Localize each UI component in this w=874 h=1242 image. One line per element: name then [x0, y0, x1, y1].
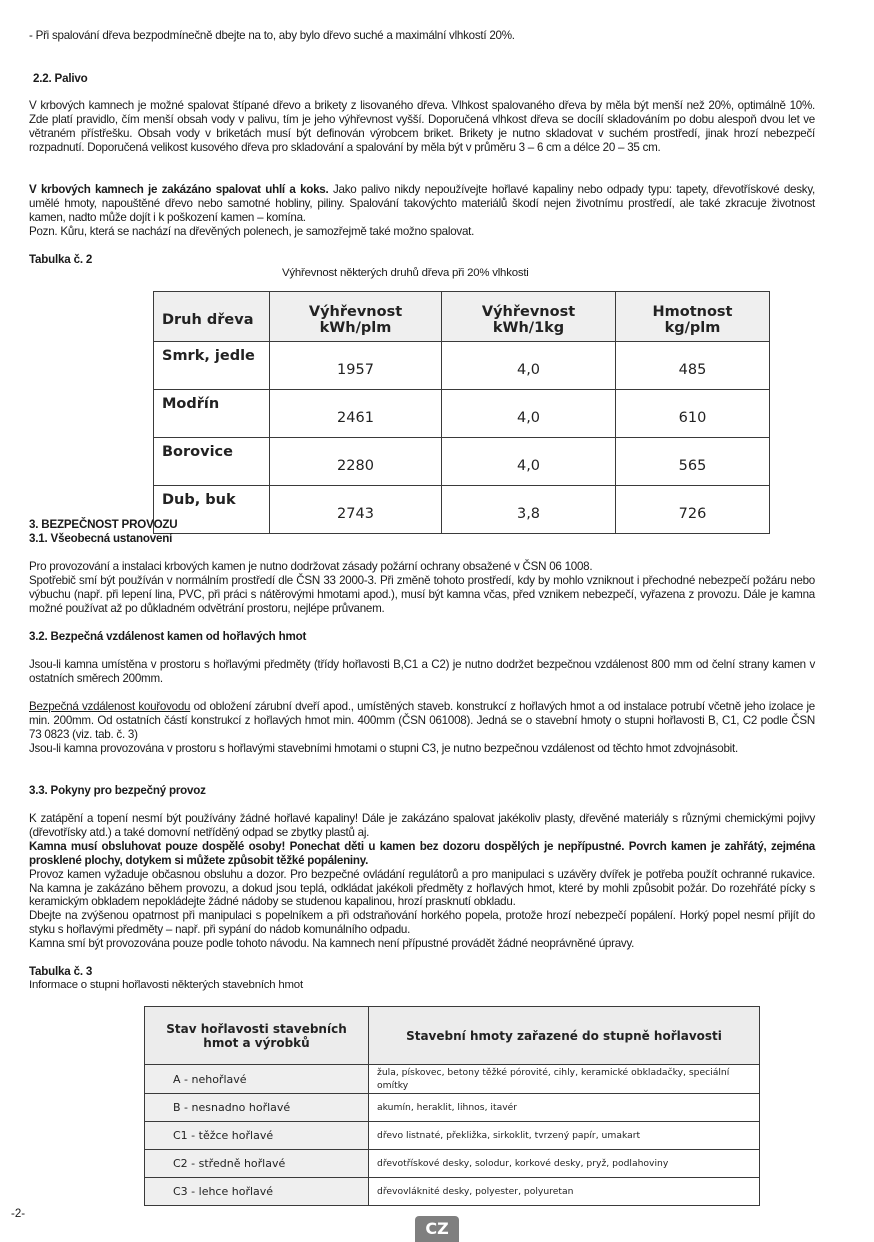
table-header-row [154, 292, 770, 342]
intro-note: - Při spalování dřeva bezpodmínečně dbejte na to, aby bylo dřevo suché a maximální vlhkostí 20%. [29, 29, 515, 42]
section-3-2-para1: Jsou-li kamna umístěna v prostoru s hořlavými předměty (třídy hořlavosti B,C1 a C2) je nutno dodržet bezpečnou vzdálenost 800 mm od čelní strany kamen v ostatních směrech 200mm. [29, 658, 815, 685]
table-row: C1 - těžce hořlavé dřevo listnaté, překližka, sirkoklit, tvrzený papír, umakart [145, 1122, 760, 1150]
table2-label: Tabulka č. 2 [29, 253, 93, 266]
section-3-2-para2: Bezpečná vzdálenost kouřovodu od obložení zárubní dveří apod., umístěných staveb. konstrukcí z hořlavých hmot a od instalace potrubí včetně jeho izolace je min. 200mm. Od ostatních částí konstrukcí z hořlavých hmot min. 400mm (ČSN 061008). Jedná se o stavební hmoty o stupni hořlavosti B, C1, C2 podle ČSN 73 0823 (viz. tab. č. 3) Jsou-li kamna provozována v prostoru s hořlavými stavebními hmotami o stupni C3, je nutno bezpečnou vzdálenost od těchto hmot zdvojnásobit. [29, 700, 815, 755]
section-3-1-heading: 3.1. Všeobecná ustanovení [29, 532, 173, 545]
table-row: A - nehořlavé žula, pískovec, betony těžké pórovité, cihly, keramické obkladačky, speciální omítky [145, 1065, 760, 1094]
coal-ban-bold: V krbových kamnech je zakázáno spalovat uhlí a koks. [29, 183, 329, 196]
table-row: Smrk, jedle 1957 4,0 485 [154, 342, 770, 390]
wood-heating-value-table [153, 291, 770, 534]
table-row: Dub, buk 2743 3,8 726 [154, 486, 770, 534]
table3-caption: Informace o stupni hořlavosti některých stavebních hmot [29, 979, 303, 991]
col-header: Hmotnost kg/plm [616, 292, 770, 342]
section-3-1-para: Pro provozování a instalaci krbových kamen je nutno dodržovat zásady požární ochrany obsažené v ČSN 06 1008. Spotřebič smí být používán v normálním prostředí dle ČSN 33 2000-3. Při změně tohoto prostředí, kdy by mohlo vzniknout i přechodné nebezpečí požáru nebo výbuchu (např. při lepení lina, PVC, při práci s nátěrovými hmotami apod.), musí být kamna včas, před vznikem nebezpečí, vyřazena z provozu. Dále je kamna možné používat až po důkladném odvětrání prostoru, nejlépe průvanem. [29, 560, 815, 615]
table-header-row [145, 1007, 760, 1065]
section-2-2-heading: 2.2. Palivo [33, 72, 88, 85]
flammability-table [144, 1006, 760, 1206]
page-number: -2- [11, 1208, 26, 1220]
col-header: Výhřevnost kWh/1kg [442, 292, 616, 342]
section-3-2-heading: 3.2. Bezpečná vzdálenost kamen od hořlavých hmot [29, 630, 307, 643]
language-badge: CZ [415, 1216, 459, 1242]
section-3-3-heading: 3.3. Pokyny pro bezpečný provoz [29, 784, 206, 797]
section-2-2-para1: V krbových kamnech je možné spalovat štípané dřevo a brikety z lisovaného dřeva. Vlhkost spalovaného dřeva by měla být menší než 20%, optimálně 10%. Zde platí pravidlo, čím menší obsah vody v palivu, tím je jeho výhřevnost vyšší. Doporučená vlhkost dřeva se docílí skladováním po dobu alespoň dvou let ve větraném přístřešku. Obsah vody v briketách musí být definován výrobcem briket. Brikety je nutno skladovat v suchém prostředí, jinak hrozí nebezpečí rozpadnutí. Doporučená velikost kusového dřeva pro skladování a spalování by měla být v průměru 3 – 6 cm a délce 20 – 35 cm. [29, 99, 815, 154]
table-row: C3 - lehce hořlavé dřevovláknité desky, polyester, polyuretan [145, 1178, 760, 1206]
col-header: Stav hořlavosti stavebních hmot a výrobků [145, 1007, 369, 1065]
table-row: Modřín 2461 4,0 610 [154, 390, 770, 438]
section-3-heading: 3. BEZPEČNOST PROVOZU [29, 518, 178, 531]
flue-distance-underlined: Bezpečná vzdálenost kouřovodu [29, 700, 191, 713]
bark-note: Pozn. Kůru, která se nachází na dřevěných polenech, je samozřejmě také možno spalovat. [29, 224, 475, 238]
children-warning-bold: Kamna musí obsluhovat pouze dospělé osoby! Ponechat děti u kamen bez dozoru dospělých je nepřípustné. Povrch kamen je zahřátý, zejména prosklené plochy, dotykem si můžete způsobit těžké popáleniny. [29, 839, 815, 867]
col-header: Výhřevnost kWh/plm [270, 292, 442, 342]
table-row: C2 - středně hořlavé dřevotřískové desky, solodur, korkové desky, pryž, podlahoviny [145, 1150, 760, 1178]
col-header: Druh dřeva [154, 292, 270, 342]
section-2-2-para2: V krbových kamnech je zakázáno spalovat uhlí a koks. Jako palivo nikdy nepoužívejte hořlavé kapaliny nebo odpady typu: tapety, dřevotřískové desky, umělé hmoty, napouštěné dřevo nebo samotné hobliny, piliny. Spalování takovýchto materiálů škodí nejen životnímu prostředí, ale také zkracuje životnost kamen, nadto může dojít i k poškození kamen – komína. Pozn. Kůru, která se nachází na dřevěných polenech, je samozřejmě také možno spalovat. [29, 183, 815, 238]
table-row: Borovice 2280 4,0 565 [154, 438, 770, 486]
section-3-3-body: K zatápění a topení nesmí být používány žádné hořlavé kapaliny! Dále je zakázáno spalovat jakékoliv plasty, dřevěné materiály s různými chemickými pojivy (dřevotřísky atd.) a také domovní netříděný odpad se zbytky plastů aj. Kamna musí obsluhovat pouze dospělé osoby! Ponechat děti u kamen bez dozoru dospělých je nepřípustné. Povrch kamen je zahřátý, zejména prosklené plochy, dotykem si můžete způsobit těžké popáleniny. Provoz kamen vyžaduje občasnou obsluhu a dozor. Pro bezpečné ovládání regulátorů a pro manipulaci s uzávěry dvířek je potřeba použít ochranné rukavice. Na kamna je zakázáno během provozu, a dokud jsou teplá, odkládat jakékoli předměty z hořlavých hmot, které by mohli způsobit požár. Do rozehřáté pícky s keramickým obkladem nepokládejte žádné nádoby se studenou kapalinou, hrozí prasknutí obkladu. Dbejte na zvýšenou opatrnost při manipulaci s popelníkem a při odstraňování horkého popela, protože hrozí nebezpečí popálení. Horký popel nesmí přijít do styku s hořlavými předměty – např. při sypání do nádob komunálního odpadu. Kamna smí být provozována pouze podle tohoto návodu. Na kamnech není přípustné provádět žádné neoprávněné úpravy. [29, 812, 815, 951]
table2-caption: Výhřevnost některých druhů dřeva při 20% vlhkosti [282, 267, 529, 279]
col-header: Stavební hmoty zařazené do stupně hořlavosti [369, 1007, 760, 1065]
table-row: B - nesnadno hořlavé akumín, heraklit, lihnos, itavér [145, 1094, 760, 1122]
table3-label: Tabulka č. 3 [29, 965, 93, 978]
